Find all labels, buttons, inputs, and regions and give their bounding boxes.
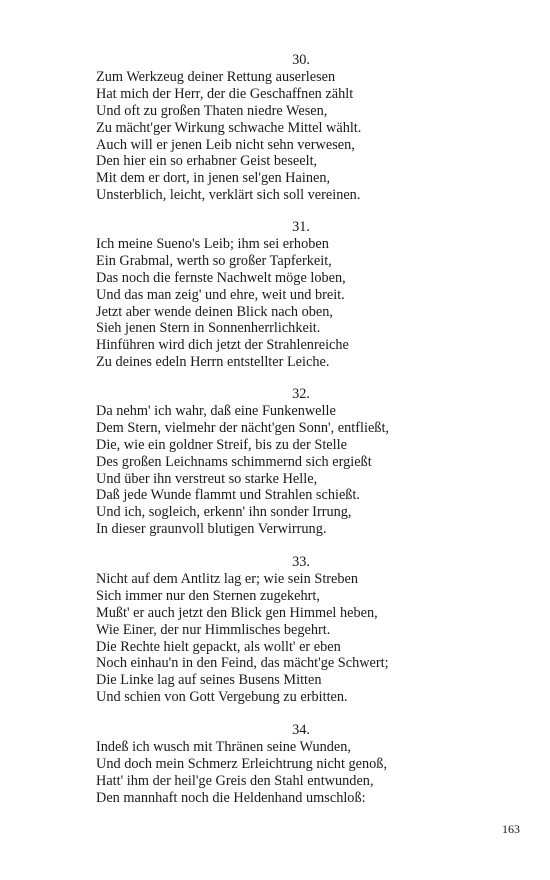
stanza-number: 30. [292, 52, 310, 68]
verse-line: Mußt' er auch jetzt den Blick gen Himmel heben, [96, 604, 378, 621]
stanza-31 [96, 219, 516, 371]
page-number: 163 [502, 822, 520, 836]
verse-line: Da nehm' ich wahr, daß eine Funkenwelle [96, 403, 336, 419]
verse-line: Und schien von Gott Vergebung zu erbitten. [96, 689, 348, 706]
verse-line: Zum Werkzeug deiner Rettung auserlesen [96, 69, 336, 85]
verse-line: Indeß ich wusch mit Thränen seine Wunden, [96, 739, 351, 755]
stanza-33 [96, 554, 516, 706]
verse-line: Mit dem er dort, in jenen sel'gen Hainen, [96, 170, 331, 187]
stanza-32 [96, 386, 516, 538]
verse-line: Zu mächt'ger Wirkung schwache Mittel wählt. [96, 119, 362, 136]
verse-line: Ein Grabmal, werth so großer Tapferkeit, [96, 252, 332, 269]
verse-line: Hatt' ihm der heil'ge Greis den Stahl entwunden, [96, 772, 374, 789]
verse-line: Auch will er jenen Leib nicht sehn verwesen, [96, 136, 355, 153]
verse-line: Wie Einer, der nur Himmlisches begehrt. [96, 621, 331, 638]
verse-line: Und das man zeig' und ehre, weit und breit. [96, 286, 345, 303]
verse-line: Und doch mein Schmerz Erleichtrung nicht genoß, [96, 755, 388, 772]
verse-line: Und über ihn verstreut so starke Helle, [96, 470, 318, 487]
verse-line: Sich immer nur den Sternen zugekehrt, [96, 587, 320, 604]
verse-line: Die, wie ein goldner Streif, bis zu der Stelle [96, 436, 347, 453]
stanza-number: 32. [292, 386, 310, 402]
verse-line: Sieh jenen Stern in Sonnenherrlichkeit. [96, 320, 321, 337]
verse-line: Dem Stern, vielmehr der nächt'gen Sonn', entfließt, [96, 419, 389, 436]
verse-line: Des großen Leichnams schimmernd sich ergießt [96, 453, 372, 470]
stanza-34 [96, 722, 516, 807]
stanza-number: 31. [292, 219, 310, 235]
verse-line: Die Linke lag auf seines Busens Mitten [96, 672, 322, 689]
verse-line: Unsterblich, leicht, verklärt sich soll vereinen. [96, 187, 361, 204]
verse-line: Die Rechte hielt gepackt, als wollt' er eben [96, 638, 341, 655]
verse-line: Nicht auf dem Antlitz lag er; wie sein Streben [96, 571, 359, 587]
verse-line: In dieser graunvoll blutigen Verwirrung. [96, 521, 327, 538]
verse-line: Den hier ein so erhabner Geist beseelt, [96, 153, 318, 170]
verse-line: Das noch die fernste Nachwelt möge loben, [96, 269, 346, 286]
verse-line: Noch einhau'n in den Feind, das mächt'ge Schwert; [96, 655, 389, 672]
verse-line: Ich meine Sueno's Leib; ihm sei erhoben [96, 236, 329, 252]
verse-line: Hinführen wird dich jetzt der Strahlenreiche [96, 337, 349, 354]
verse-line: Jetzt aber wende deinen Blick nach oben, [96, 303, 333, 320]
stanza-number: 33. [292, 554, 310, 570]
verse-line: Den mannhaft noch die Heldenhand umschloß: [96, 789, 366, 806]
verse-line: Und oft zu großen Thaten niedre Wesen, [96, 102, 328, 119]
verse-line: Zu deines edeln Herrn entstellter Leiche. [96, 354, 330, 371]
verse-line: Hat mich der Herr, der die Geschaffnen zählt [96, 85, 354, 102]
stanza-number: 34. [292, 722, 310, 738]
verse-line: Daß jede Wunde flammt und Strahlen schießt. [96, 487, 360, 504]
verse-line: Und ich, sogleich, erkenn' ihn sonder Irrung, [96, 504, 352, 521]
stanza-30 [96, 52, 516, 204]
